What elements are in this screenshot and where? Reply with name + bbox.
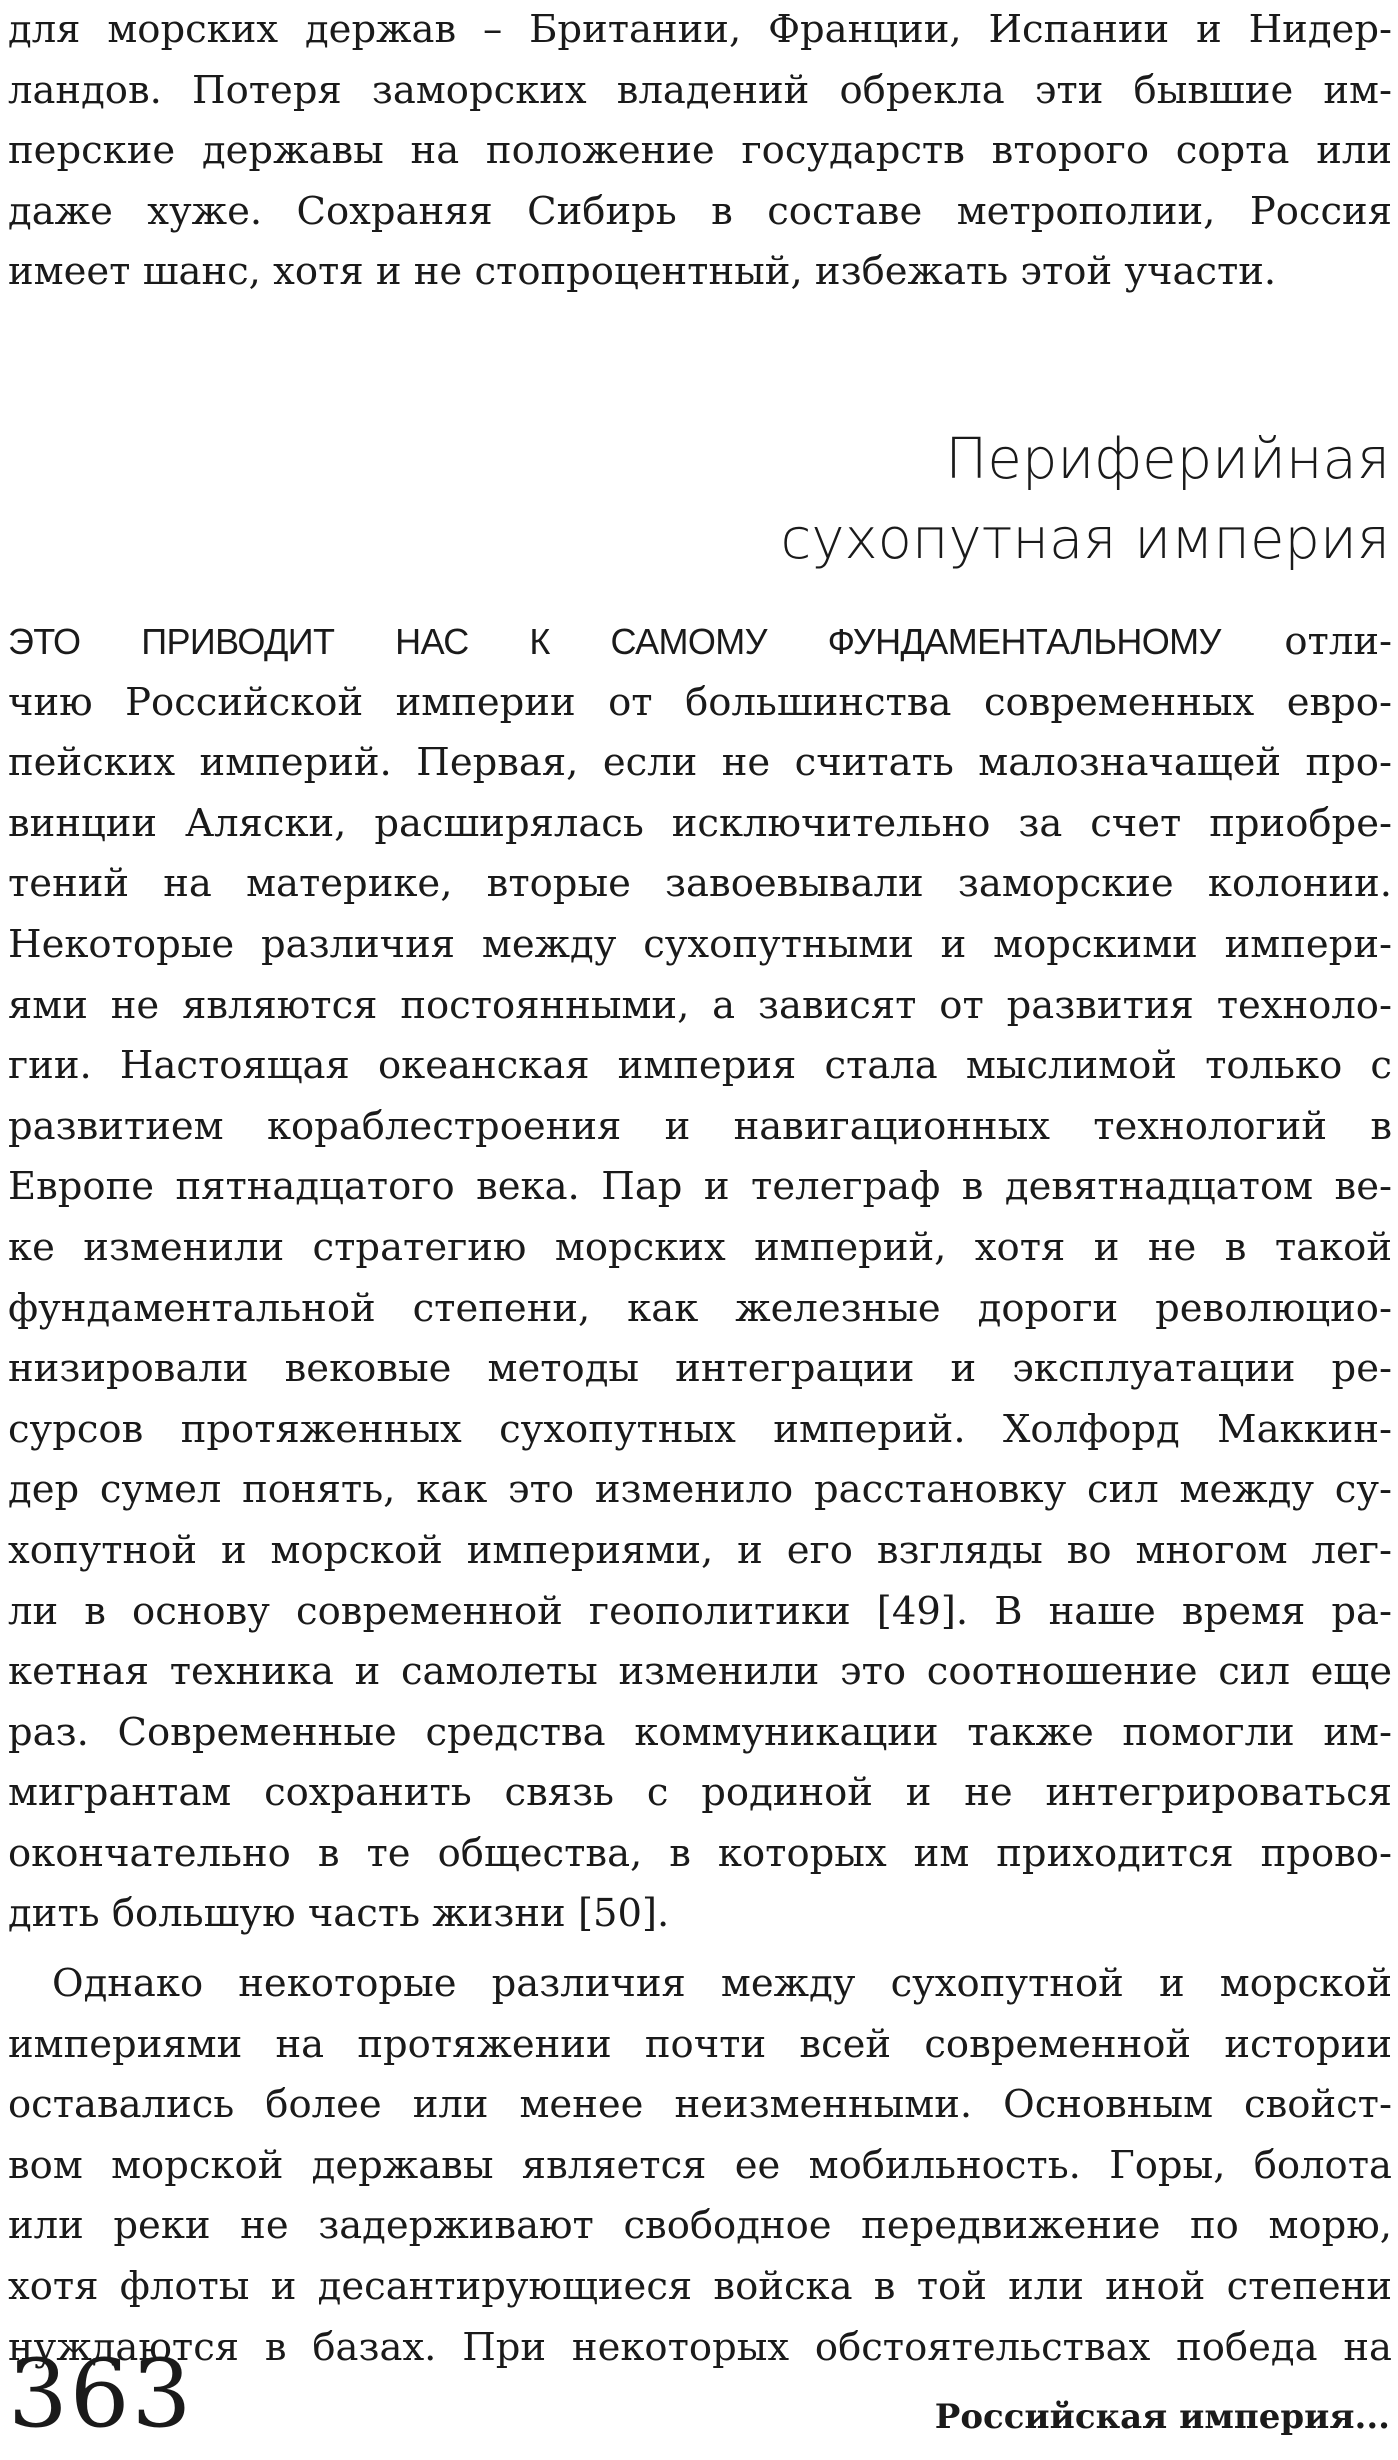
section-heading-line-1: Периферийная — [945, 427, 1390, 492]
text-line: ли в основу современной геополитики [49]. В наше время ра- — [8, 1588, 1392, 1634]
lead-in-caps: ЭТО ПРИВОДИТ НАС К САМОМУ ФУНДАМЕНТАЛЬНОМУ — [8, 621, 1221, 662]
text-line: даже хуже. Сохраняя Сибирь в составе метрополии, Россия — [8, 188, 1392, 234]
text-line: сурсов протяженных сухопутных империй. Холфорд Маккин- — [8, 1406, 1392, 1452]
text-line: пейских империй. Первая, если не считать малозначащей про- — [8, 740, 1392, 786]
section-heading-line-2: сухопутная империя — [780, 507, 1390, 572]
running-title: Российская империя... — [934, 2397, 1390, 2437]
second-paragraph — [8, 1954, 1392, 2378]
text-line: ке изменили стратегию морских империй, хотя и не в такой — [8, 1224, 1392, 1270]
text-line: хотя флоты и десантирующиеся войска в той или иной степени — [8, 2263, 1392, 2309]
text-line: имеет шанс, хотя и не стопроцентный, избежать этой участи. — [8, 249, 1277, 295]
text-line: оставались более или менее неизменными. Основным свойст- — [8, 2082, 1392, 2128]
text-line: империями на протяжении почти всей современной истории — [8, 2021, 1392, 2067]
main-paragraph — [8, 612, 1392, 1945]
text-line: дить большую часть жизни [50]. — [8, 1891, 670, 1937]
lead-in-continuation: отли- — [1220, 619, 1392, 664]
text-line: дер сумел понять, как это изменило расстановку сил между су- — [8, 1467, 1392, 1513]
text-line: или реки не задерживают свободное передвижение по морю, — [8, 2203, 1392, 2249]
text-line: мигрантам сохранить связь с родиной и не интегрироваться — [8, 1770, 1392, 1816]
text-line: тений на материке, вторые завоевывали заморские колонии. — [8, 861, 1392, 907]
text-line: Однако некоторые различия между сухопутной и морской — [52, 1961, 1392, 2006]
text-line: винции Аляски, расширялась исключительно за счет приобре- — [8, 800, 1392, 846]
text-line: кетная техника и самолеты изменили это соотношение сил еще — [8, 1649, 1392, 1695]
top-paragraph — [8, 0, 1392, 303]
text-line: развитием кораблестроения и навигационных технологий в — [8, 1103, 1392, 1149]
text-line: хопутной и морской империями, и его взгляды во многом лег- — [8, 1527, 1392, 1573]
text-line: фундаментальной степени, как железные дороги революцио- — [8, 1285, 1392, 1331]
text-line: гии. Настоящая океанская империя стала мыслимой только с — [8, 1043, 1392, 1089]
page-number: 363 — [8, 2340, 194, 2449]
text-line: Некоторые различия между сухопутными и морскими импери- — [8, 921, 1392, 967]
section-heading — [781, 420, 1390, 580]
text-line-first — [8, 612, 1392, 673]
text-line: раз. Современные средства коммуникации также помогли им- — [8, 1709, 1392, 1755]
text-line: чию Российской империи от большинства современных евро- — [8, 679, 1392, 725]
text-line: окончательно в те общества, в которых им приходится прово- — [8, 1830, 1392, 1876]
text-line: ями не являются постоянными, а зависят от развития техноло- — [8, 982, 1392, 1028]
text-line: низировали вековые методы интеграции и эксплуатации ре- — [8, 1346, 1392, 1392]
text-line: Европе пятнадцатого века. Пар и телеграф в девятнадцатом ве- — [8, 1164, 1392, 1210]
text-line: вом морской державы является ее мобильность. Горы, болота — [8, 2142, 1392, 2188]
text-line: перские державы на положение государств второго сорта или — [8, 128, 1392, 174]
text-line: нуждаются в базах. При некоторых обстоятельствах победа на — [8, 2324, 1392, 2370]
text-line: ландов. Потеря заморских владений обрекла эти бывшие им- — [8, 67, 1392, 113]
text-line: для морских держав – Британии, Франции, Испании и Нидер- — [8, 7, 1392, 52]
